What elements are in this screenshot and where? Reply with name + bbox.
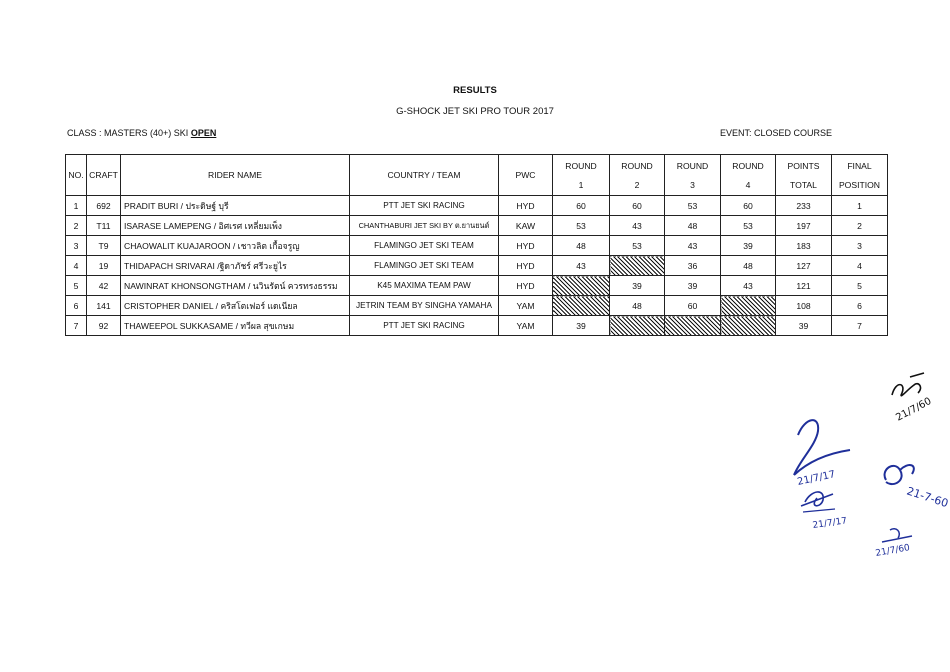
cell-team: PTT JET SKI RACING [350, 196, 499, 216]
cell-round-1: 39 [553, 316, 610, 336]
cell-round-3: 48 [665, 216, 721, 236]
cell-round-3-hatched [665, 316, 721, 336]
cell-pwc: HYD [499, 236, 553, 256]
table-row [66, 236, 888, 256]
cell-round-4: 39 [721, 236, 776, 256]
cell-round-2-hatched [610, 256, 665, 276]
cell-points-total: 197 [776, 216, 832, 236]
cell-round-4: 53 [721, 216, 776, 236]
page-title: RESULTS [453, 85, 497, 96]
signature-1-date: 21/7/17 [796, 469, 837, 488]
cell-craft: 92 [87, 316, 121, 336]
cell-craft: 42 [87, 276, 121, 296]
col-round-3: ROUND 3 [665, 155, 721, 196]
cell-no: 7 [66, 316, 87, 336]
cell-team: FLAMINGO JET SKI TEAM [350, 256, 499, 276]
cell-craft: 692 [87, 196, 121, 216]
cell-craft: T9 [87, 236, 121, 256]
cell-round-4-hatched [721, 296, 776, 316]
signature-4-date: 21-7-60 [905, 484, 950, 510]
cell-round-4: 43 [721, 276, 776, 296]
signature-4 [872, 450, 950, 510]
cell-points-total: 108 [776, 296, 832, 316]
cell-final-position: 2 [832, 216, 888, 236]
cell-team: K45 MAXIMA TEAM PAW [350, 276, 499, 296]
cell-round-2: 48 [610, 296, 665, 316]
cell-points-total: 183 [776, 236, 832, 256]
cell-points-total: 121 [776, 276, 832, 296]
cell-round-4: 48 [721, 256, 776, 276]
cell-round-1-hatched [553, 276, 610, 296]
cell-no: 3 [66, 236, 87, 256]
cell-round-3: 39 [665, 276, 721, 296]
cell-round-4: 60 [721, 196, 776, 216]
cell-rider: CHAOWALIT KUAJAROON / เชาวลิต เกื้อจรูญ [121, 236, 350, 256]
event-name: G-SHOCK JET SKI PRO TOUR 2017 [396, 106, 554, 117]
cell-final-position: 4 [832, 256, 888, 276]
col-round-2: ROUND 2 [610, 155, 665, 196]
cell-round-2: 39 [610, 276, 665, 296]
col-no: NO. [66, 155, 87, 196]
cell-craft: 19 [87, 256, 121, 276]
cell-team: CHANTHABURI JET SKI BY ต.ยานยนต์ [350, 216, 499, 236]
cell-round-2-hatched [610, 316, 665, 336]
cell-pwc: HYD [499, 276, 553, 296]
cell-round-1: 60 [553, 196, 610, 216]
cell-craft: T11 [87, 216, 121, 236]
cell-pwc: HYD [499, 256, 553, 276]
col-team: COUNTRY / TEAM [350, 155, 499, 196]
cell-final-position: 1 [832, 196, 888, 216]
results-table [65, 154, 888, 336]
cell-round-1: 53 [553, 216, 610, 236]
cell-pwc: HYD [499, 196, 553, 216]
table-row [66, 276, 888, 296]
cell-round-3: 36 [665, 256, 721, 276]
col-final: FINAL POSITION [832, 155, 888, 196]
signature-1 [760, 405, 860, 490]
cell-pwc: YAM [499, 296, 553, 316]
cell-rider: THAWEEPOL SUKKASAME / ทวีผล สุขเกษม [121, 316, 350, 336]
signature-5-date: 21/7/60 [874, 543, 911, 559]
cell-rider: THIDAPACH SRIVARAI /ฐิดาภัชร์ ศรีวะยูไร [121, 256, 350, 276]
table-row [66, 296, 888, 316]
table-row [66, 256, 888, 276]
cell-rider: ISARASE LAMEPENG / อิศเรศ เหลี่ยมเพ็ง [121, 216, 350, 236]
cell-no: 2 [66, 216, 87, 236]
cell-pwc: YAM [499, 316, 553, 336]
cell-round-1-hatched [553, 296, 610, 316]
cell-round-3: 43 [665, 236, 721, 256]
signature-3 [880, 365, 950, 430]
event-type: EVENT: CLOSED COURSE [720, 128, 833, 138]
cell-round-3: 60 [665, 296, 721, 316]
cell-no: 6 [66, 296, 87, 316]
cell-no: 5 [66, 276, 87, 296]
cell-round-1: 43 [553, 256, 610, 276]
signature-5 [872, 522, 932, 564]
table-row [66, 216, 888, 236]
header-row [66, 155, 888, 196]
class-label [67, 128, 216, 138]
cell-no: 4 [66, 256, 87, 276]
class-text: CLASS : MASTERS (40+) SKI [67, 128, 189, 138]
cell-team: JETRIN TEAM BY SINGHA YAMAHA [350, 296, 499, 316]
table-row [66, 316, 888, 336]
col-round-4: ROUND 4 [721, 155, 776, 196]
cell-final-position: 6 [832, 296, 888, 316]
cell-round-2: 53 [610, 236, 665, 256]
signature-3-date: 21/7/60 [894, 395, 934, 424]
cell-points-total: 127 [776, 256, 832, 276]
cell-points-total: 39 [776, 316, 832, 336]
cell-round-3: 53 [665, 196, 721, 216]
cell-pwc: KAW [499, 216, 553, 236]
col-pwc: PWC [499, 155, 553, 196]
col-points: POINTS TOTAL [776, 155, 832, 196]
col-round-1: ROUND 1 [553, 155, 610, 196]
cell-craft: 141 [87, 296, 121, 316]
cell-points-total: 233 [776, 196, 832, 216]
col-rider: RIDER NAME [121, 155, 350, 196]
cell-no: 1 [66, 196, 87, 216]
cell-final-position: 7 [832, 316, 888, 336]
cell-round-2: 43 [610, 216, 665, 236]
class-open: OPEN [190, 128, 217, 138]
col-craft: CRAFT [87, 155, 121, 196]
cell-rider: PRADIT BURI / ประดิษฐ์ บุรี [121, 196, 350, 216]
cell-rider: NAWINRAT KHONSONGTHAM / นวินรัตน์ ควรทรงธรรม [121, 276, 350, 296]
cell-rider: CRISTOPHER DANIEL / คริสโตเฟอร์ แดเนียล [121, 296, 350, 316]
cell-team: FLAMINGO JET SKI TEAM [350, 236, 499, 256]
signature-2 [795, 482, 870, 537]
cell-final-position: 5 [832, 276, 888, 296]
table-row [66, 196, 888, 216]
cell-team: PTT JET SKI RACING [350, 316, 499, 336]
cell-round-4-hatched [721, 316, 776, 336]
cell-round-1: 48 [553, 236, 610, 256]
signature-2-date: 21/7/17 [812, 516, 848, 531]
cell-round-2: 60 [610, 196, 665, 216]
cell-final-position: 3 [832, 236, 888, 256]
